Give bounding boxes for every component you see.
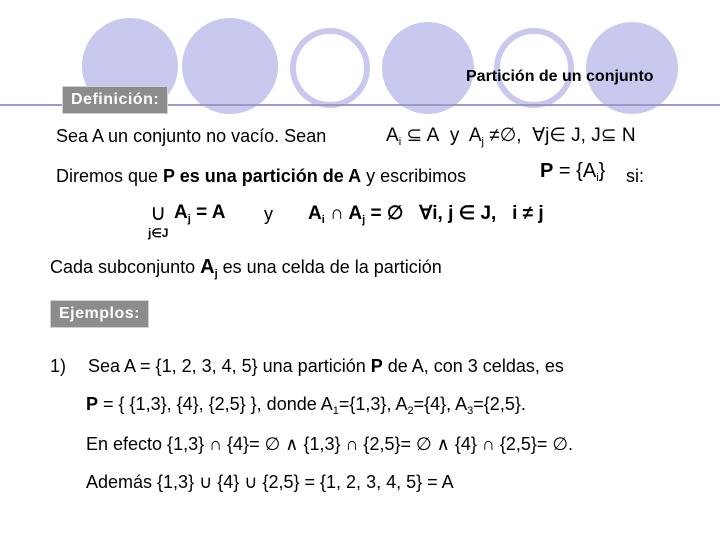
definition-label: Definición: xyxy=(62,86,168,114)
definition-line-4: Cada subconjunto $A_j$ es una celda de la partición xyxy=(50,256,442,280)
definition-line-1 xyxy=(56,126,326,147)
example-1-ademas: Además {1,3} ∪ {4} ∪ {2,5} = {1, 2, 3, 4, 5} = A xyxy=(86,472,454,492)
definition-line-2: Diremos que P es una partición de A y escribimos xyxy=(56,166,467,186)
definition-line-1-text: Sea A un conjunto no vacío. Sean xyxy=(56,126,327,146)
definition-line-3-y: y xyxy=(264,204,273,224)
definition-line-2-formula: $P = \{A_i\}$ xyxy=(540,160,606,184)
decor-circle-2 xyxy=(182,18,278,114)
example-1-efecto: En efecto {1,3} ∩ {4}= ∅ ∧ {1,3} ∩ {2,5}= ∅ ∧ {4} ∩ {2,5}= ∅. xyxy=(86,434,574,454)
definition-line-3-union: ∪ j∈J xyxy=(148,200,169,240)
example-1-partition: P = { {1,3}, {4}, {2,5} }, donde $A_1=\{1,3\}$, $A_2=\{4\}$, $A_3=\{2,5\}$. xyxy=(86,394,526,417)
page-title: Partición de un conjunto xyxy=(466,68,654,85)
decor-ring-1 xyxy=(290,28,370,108)
definition-line-1-formula: $A_i$ ⊆ A y $A_j$ ≠∅, ∀j∈ J, J⊆ N xyxy=(386,125,636,148)
example-1-text: Sea A = {1, 2, 3, 4, 5} una partición P de A, con 3 celdas, es xyxy=(88,356,564,376)
definition-line-2-end: si: xyxy=(626,166,644,186)
examples-label: Ejemplos: xyxy=(50,300,149,328)
decor-circle-3 xyxy=(382,22,474,114)
definition-line-3-formula-b: $A_i$ ∩ $A_j$ = ∅ ∀i, j ∈ J, i ≠ j xyxy=(308,203,544,226)
definition-line-3-formula-a: $A_j = A$ xyxy=(174,202,226,225)
example-1-number: 1) xyxy=(50,356,67,376)
